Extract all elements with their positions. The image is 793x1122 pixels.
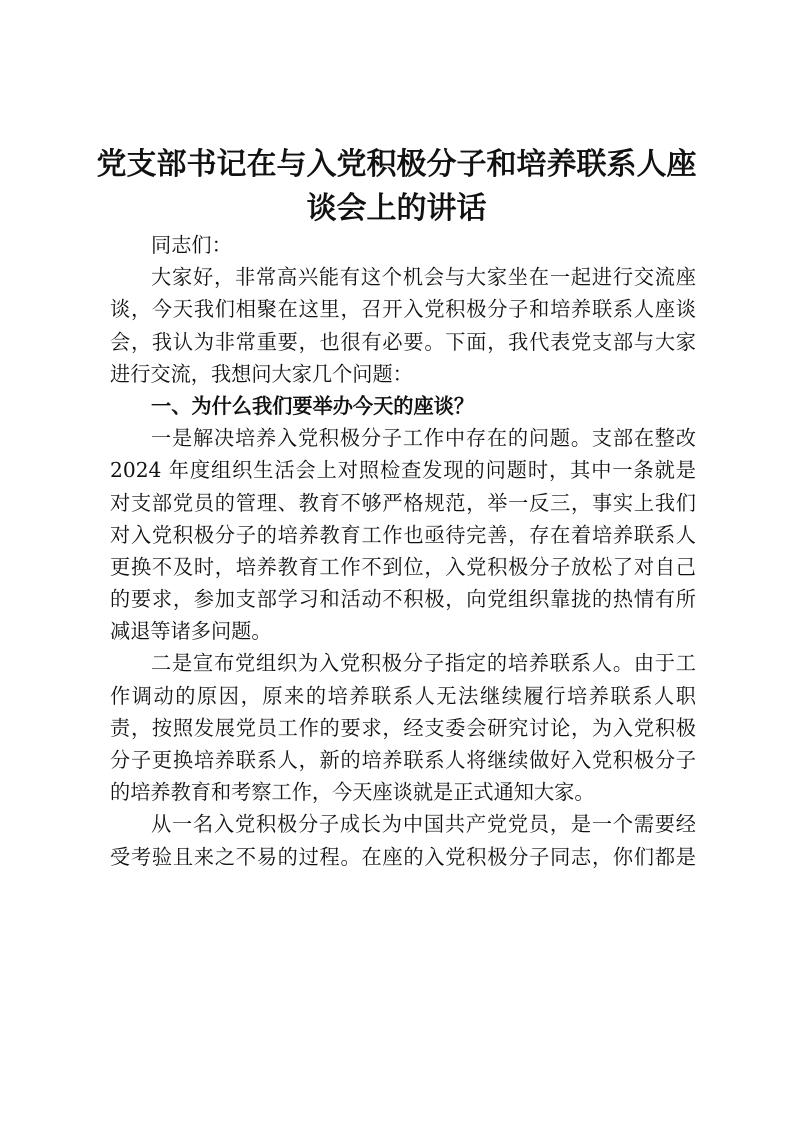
paragraph-line: 二是宣布党组织为入党积极分子指定的培养联系人。由于工 (151, 651, 696, 676)
title-line: 谈会上的讲话 (306, 191, 487, 226)
paragraph-line: 作调动的原因，原来的培养联系人无法继续履行培养联系人职 (110, 683, 696, 708)
section-heading: 一、为什么我们要举办今天的座谈？ (151, 393, 475, 418)
paragraph-line: 会，我认为非常重要，也很有必要。下面，我代表党支部与大家 (110, 329, 696, 354)
paragraph-line: 责，按照发展党员工作的要求，经支委会研究讨论，为入党积极 (110, 715, 696, 740)
paragraph-line: 从一名入党积极分子成长为中国共产党党员，是一个需要经 (151, 812, 696, 837)
paragraph-line: 受考验且来之不易的过程。在座的入党积极分子同志，你们都是 (110, 844, 696, 869)
paragraph-line: 一是解决培养入党积极分子工作中存在的问题。支部在整改 (151, 426, 696, 451)
title-line: 党支部书记在与入党积极分子和培养联系人座 (96, 147, 697, 182)
paragraph-line: 2024 年度组织生活会上对照检查发现的问题时，其中一条就是 (110, 458, 696, 483)
paragraph-line: 对支部党员的管理、教育不够严格规范，举一反三，事实上我们 (110, 490, 696, 515)
paragraph-line: 进行交流，我想问大家几个问题： (110, 361, 413, 386)
document-body (110, 229, 696, 873)
paragraph-line: 的要求，参加支部学习和活动不积极，向党组织靠拢的热情有所 (110, 587, 696, 612)
paragraph-line: 对入党积极分子的培养教育工作也亟待完善，存在着培养联系人 (110, 522, 696, 547)
paragraph-line: 分子更换培养联系人，新的培养联系人将继续做好入党积极分子 (110, 748, 696, 772)
paragraph-line: 谈，今天我们相聚在这里，召开入党积极分子和培养联系人座谈 (110, 297, 696, 322)
salutation: 同志们： (151, 233, 232, 257)
paragraph-line: 大家好，非常高兴能有这个机会与大家坐在一起进行交流座 (151, 265, 696, 290)
paragraph-line: 的培养教育和考察工作，今天座谈就是正式通知大家。 (110, 780, 595, 805)
document-title (90, 143, 703, 231)
paragraph-line: 减退等诸多问题。 (110, 619, 272, 644)
paragraph-line: 更换不及时，培养教育工作不到位，入党积极分子放松了对自己 (110, 554, 696, 579)
